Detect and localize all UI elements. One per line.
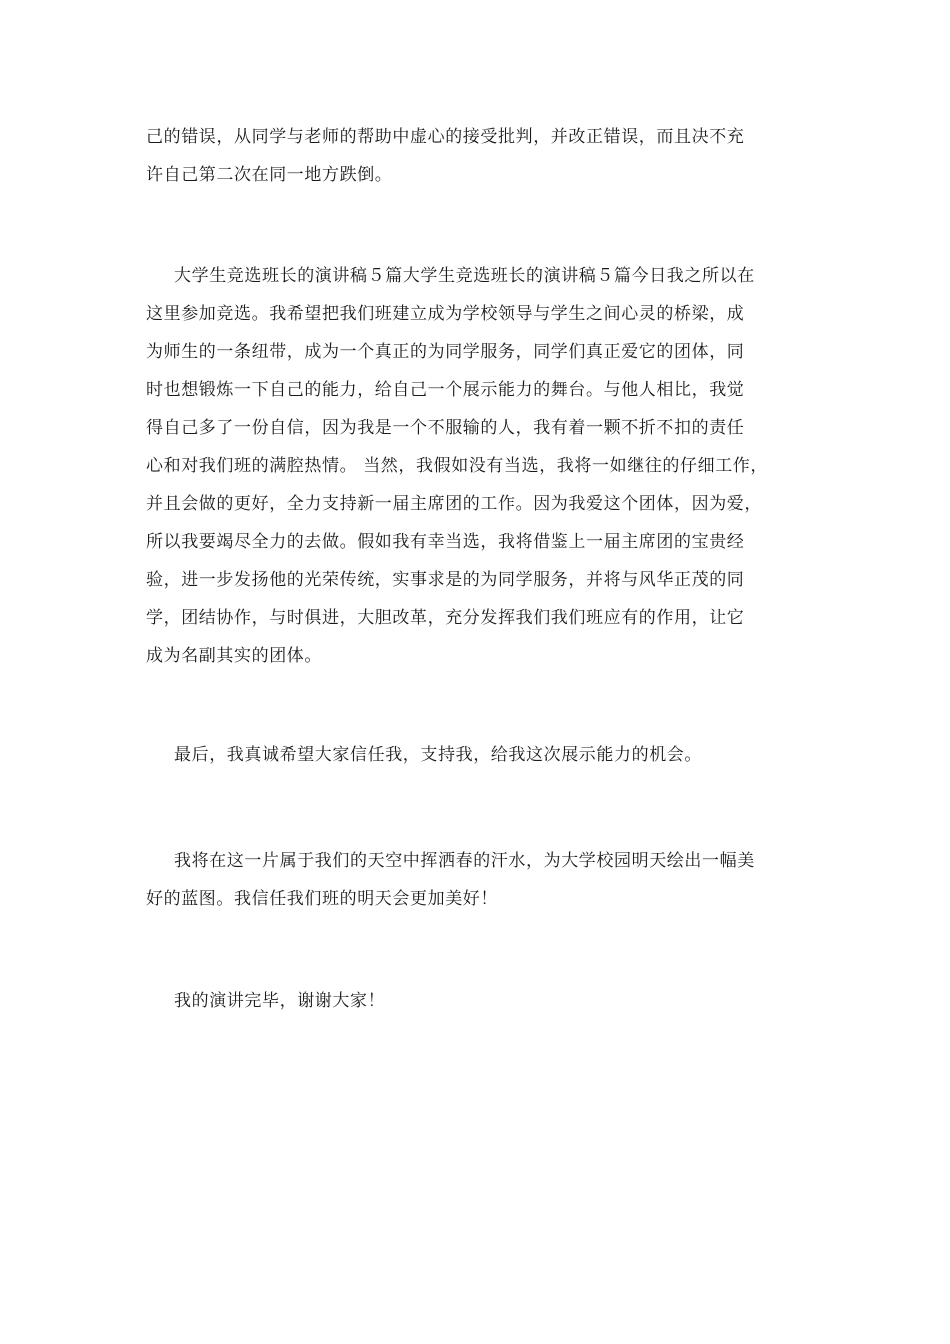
- paragraph-line: 时也想锻炼一下自己的能力，给自己一个展示能力的舞台。与他人相比，我觉: [146, 380, 745, 400]
- paragraph-line: 己的错误，从同学与老师的帮助中虚心的接受批判，并改正错误，而且决不充: [146, 127, 745, 147]
- paragraph-line: 大学生竞选班长的演讲稿５篇大学生竞选班长的演讲稿５篇今日我之所以在: [174, 266, 755, 286]
- paragraph-line: 得自己多了一份自信，因为我是一个不服输的人，我有着一颗不折不扣的责任: [146, 418, 745, 438]
- paragraph-line: 成为名副其实的团体。: [146, 646, 322, 666]
- paragraph-line: 为师生的一条纽带，成为一个真正的为同学服务，同学们真正爱它的团体，同: [146, 342, 745, 362]
- paragraph-line: 许自己第二次在同一地方跌倒。: [146, 165, 393, 185]
- paragraph-line: 学，团结协作，与时俱进，大胆改革，充分发挥我们我们班应有的作用，让它: [146, 608, 745, 628]
- paragraph-line: 我将在这一片属于我们的天空中挥洒春的汗水，为大学校园明天绘出一幅美: [174, 851, 755, 871]
- paragraph-line: 并且会做的更好，全力支持新一届主席团的工作。因为我爱这个团体，因为爱，: [146, 494, 762, 514]
- paragraph-line: 最后，我真诚希望大家信任我，支持我，给我这次展示能力的机会。: [174, 745, 702, 765]
- paragraph-line: 我的演讲完毕，谢谢大家！: [174, 991, 386, 1011]
- paragraph-line: 验，进一步发扬他的光荣传统，实事求是的为同学服务，并将与风华正茂的同: [146, 570, 745, 590]
- paragraph-line: 这里参加竞选。我希望把我们班建立成为学校领导与学生之间心灵的桥梁，成: [146, 304, 745, 324]
- paragraph-line: 好的蓝图。我信任我们班的明天会更加美好！: [146, 889, 498, 909]
- paragraph-line: 心和对我们班的满腔热情。 当然，我假如没有当选，我将一如继往的仔细工作，: [146, 456, 769, 476]
- paragraph-line: 所以我要竭尽全力的去做。假如我有幸当选，我将借鉴上一届主席团的宝贵经: [146, 532, 745, 552]
